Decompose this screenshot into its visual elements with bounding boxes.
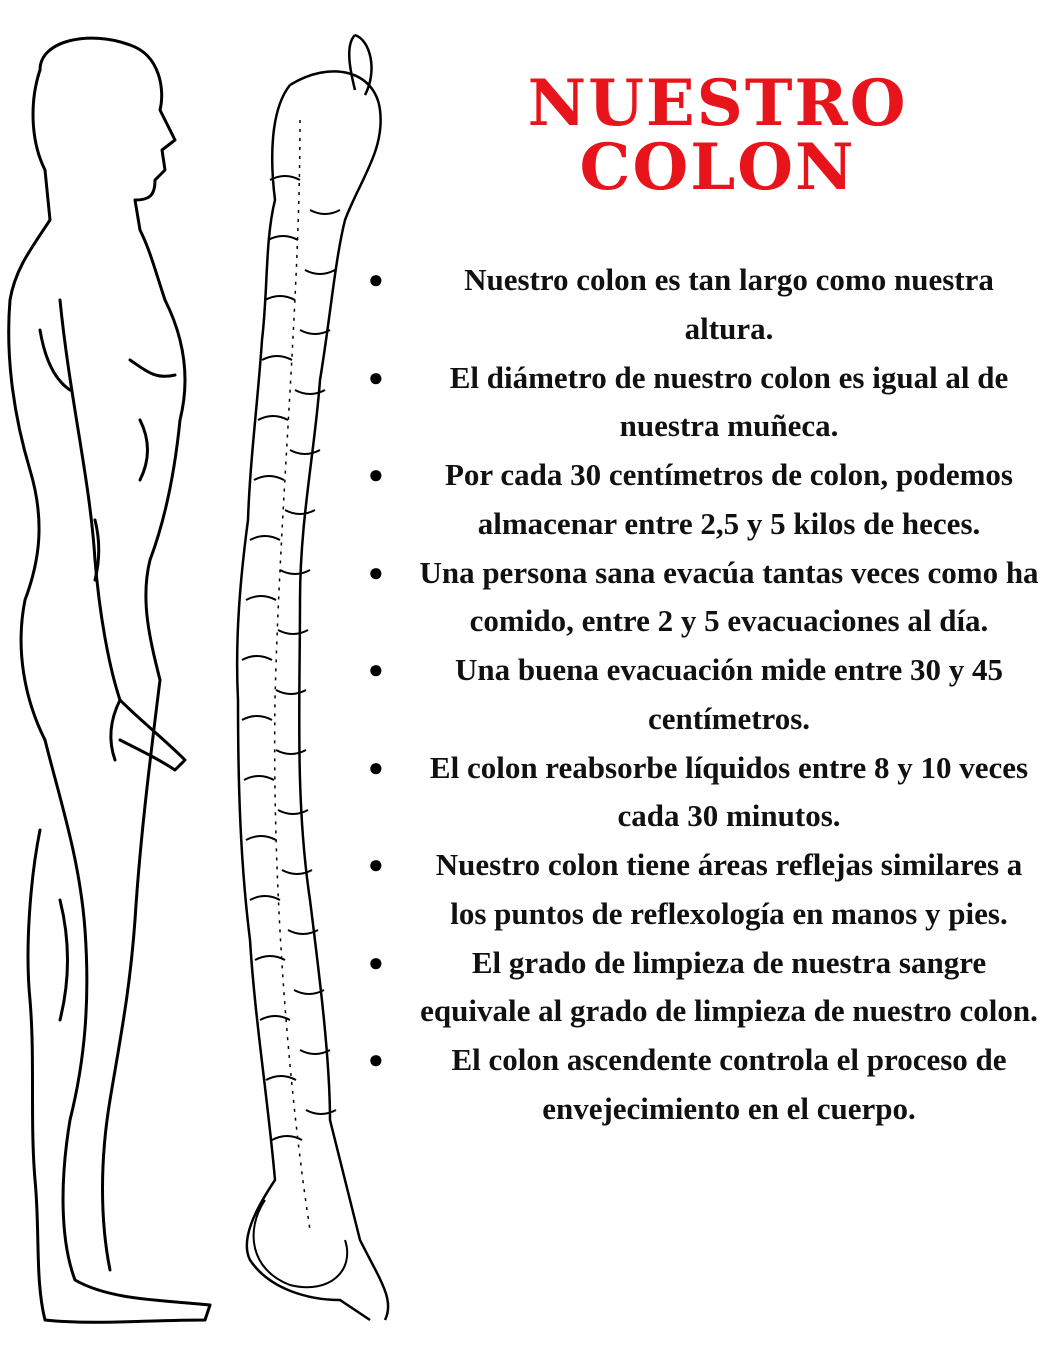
- list-item: [360, 549, 1040, 646]
- bullet-icon: ●: [368, 1045, 384, 1074]
- fact-text: El grado de limpieza de nuestra sangre equivale al grado de limpieza de nuestro colon.: [420, 944, 1038, 1028]
- bullet-icon: ●: [368, 752, 384, 782]
- bullet-icon: ●: [368, 265, 384, 294]
- list-item: [360, 451, 1040, 548]
- fact-text: Una buena evacuación mide entre 30 y 45 centímetros.: [455, 652, 1003, 736]
- fact-text: Nuestro colon es tan largo como nuestra altura.: [464, 262, 994, 346]
- bullet-icon: ●: [368, 655, 384, 684]
- fact-text: Nuestro colon tiene áreas reflejas similares a los puntos de reflexología en manos y pies.: [435, 847, 1023, 931]
- page-title: NUESTRO COLON: [527, 66, 908, 205]
- bullet-icon: ●: [368, 362, 384, 392]
- list-item: [360, 1036, 1040, 1133]
- bullet-icon: ●: [368, 850, 384, 879]
- fact-text: Por cada 30 centímetros de colon, podemos almacenar entre 2,5 y 5 kilos de heces.: [445, 457, 1013, 541]
- bullet-icon: ●: [368, 557, 384, 587]
- fact-text: El colon ascendente controla el proceso de envejecimiento en el cuerpo.: [451, 1042, 1007, 1126]
- list-item: [360, 841, 1040, 938]
- human-figure: [9, 38, 210, 1322]
- facts-list: [360, 256, 1040, 1134]
- list-item: [360, 256, 1040, 353]
- list-item: [360, 354, 1040, 451]
- fact-text: Una persona sana evacúa tantas veces como ha comido, entre 2 y 5 evacuaciones al día.: [419, 554, 1039, 638]
- list-item: [360, 744, 1040, 841]
- bullet-icon: ●: [368, 947, 384, 977]
- list-item: [360, 939, 1040, 1036]
- bullet-icon: ●: [368, 460, 384, 489]
- list-item: [360, 646, 1040, 743]
- anatomy-illustration: [0, 0, 400, 1350]
- fact-text: El colon reabsorbe líquidos entre 8 y 10 veces cada 30 minutos.: [429, 749, 1029, 833]
- fact-text: El diámetro de nuestro colon es igual al de nuestra muñeca.: [449, 359, 1009, 443]
